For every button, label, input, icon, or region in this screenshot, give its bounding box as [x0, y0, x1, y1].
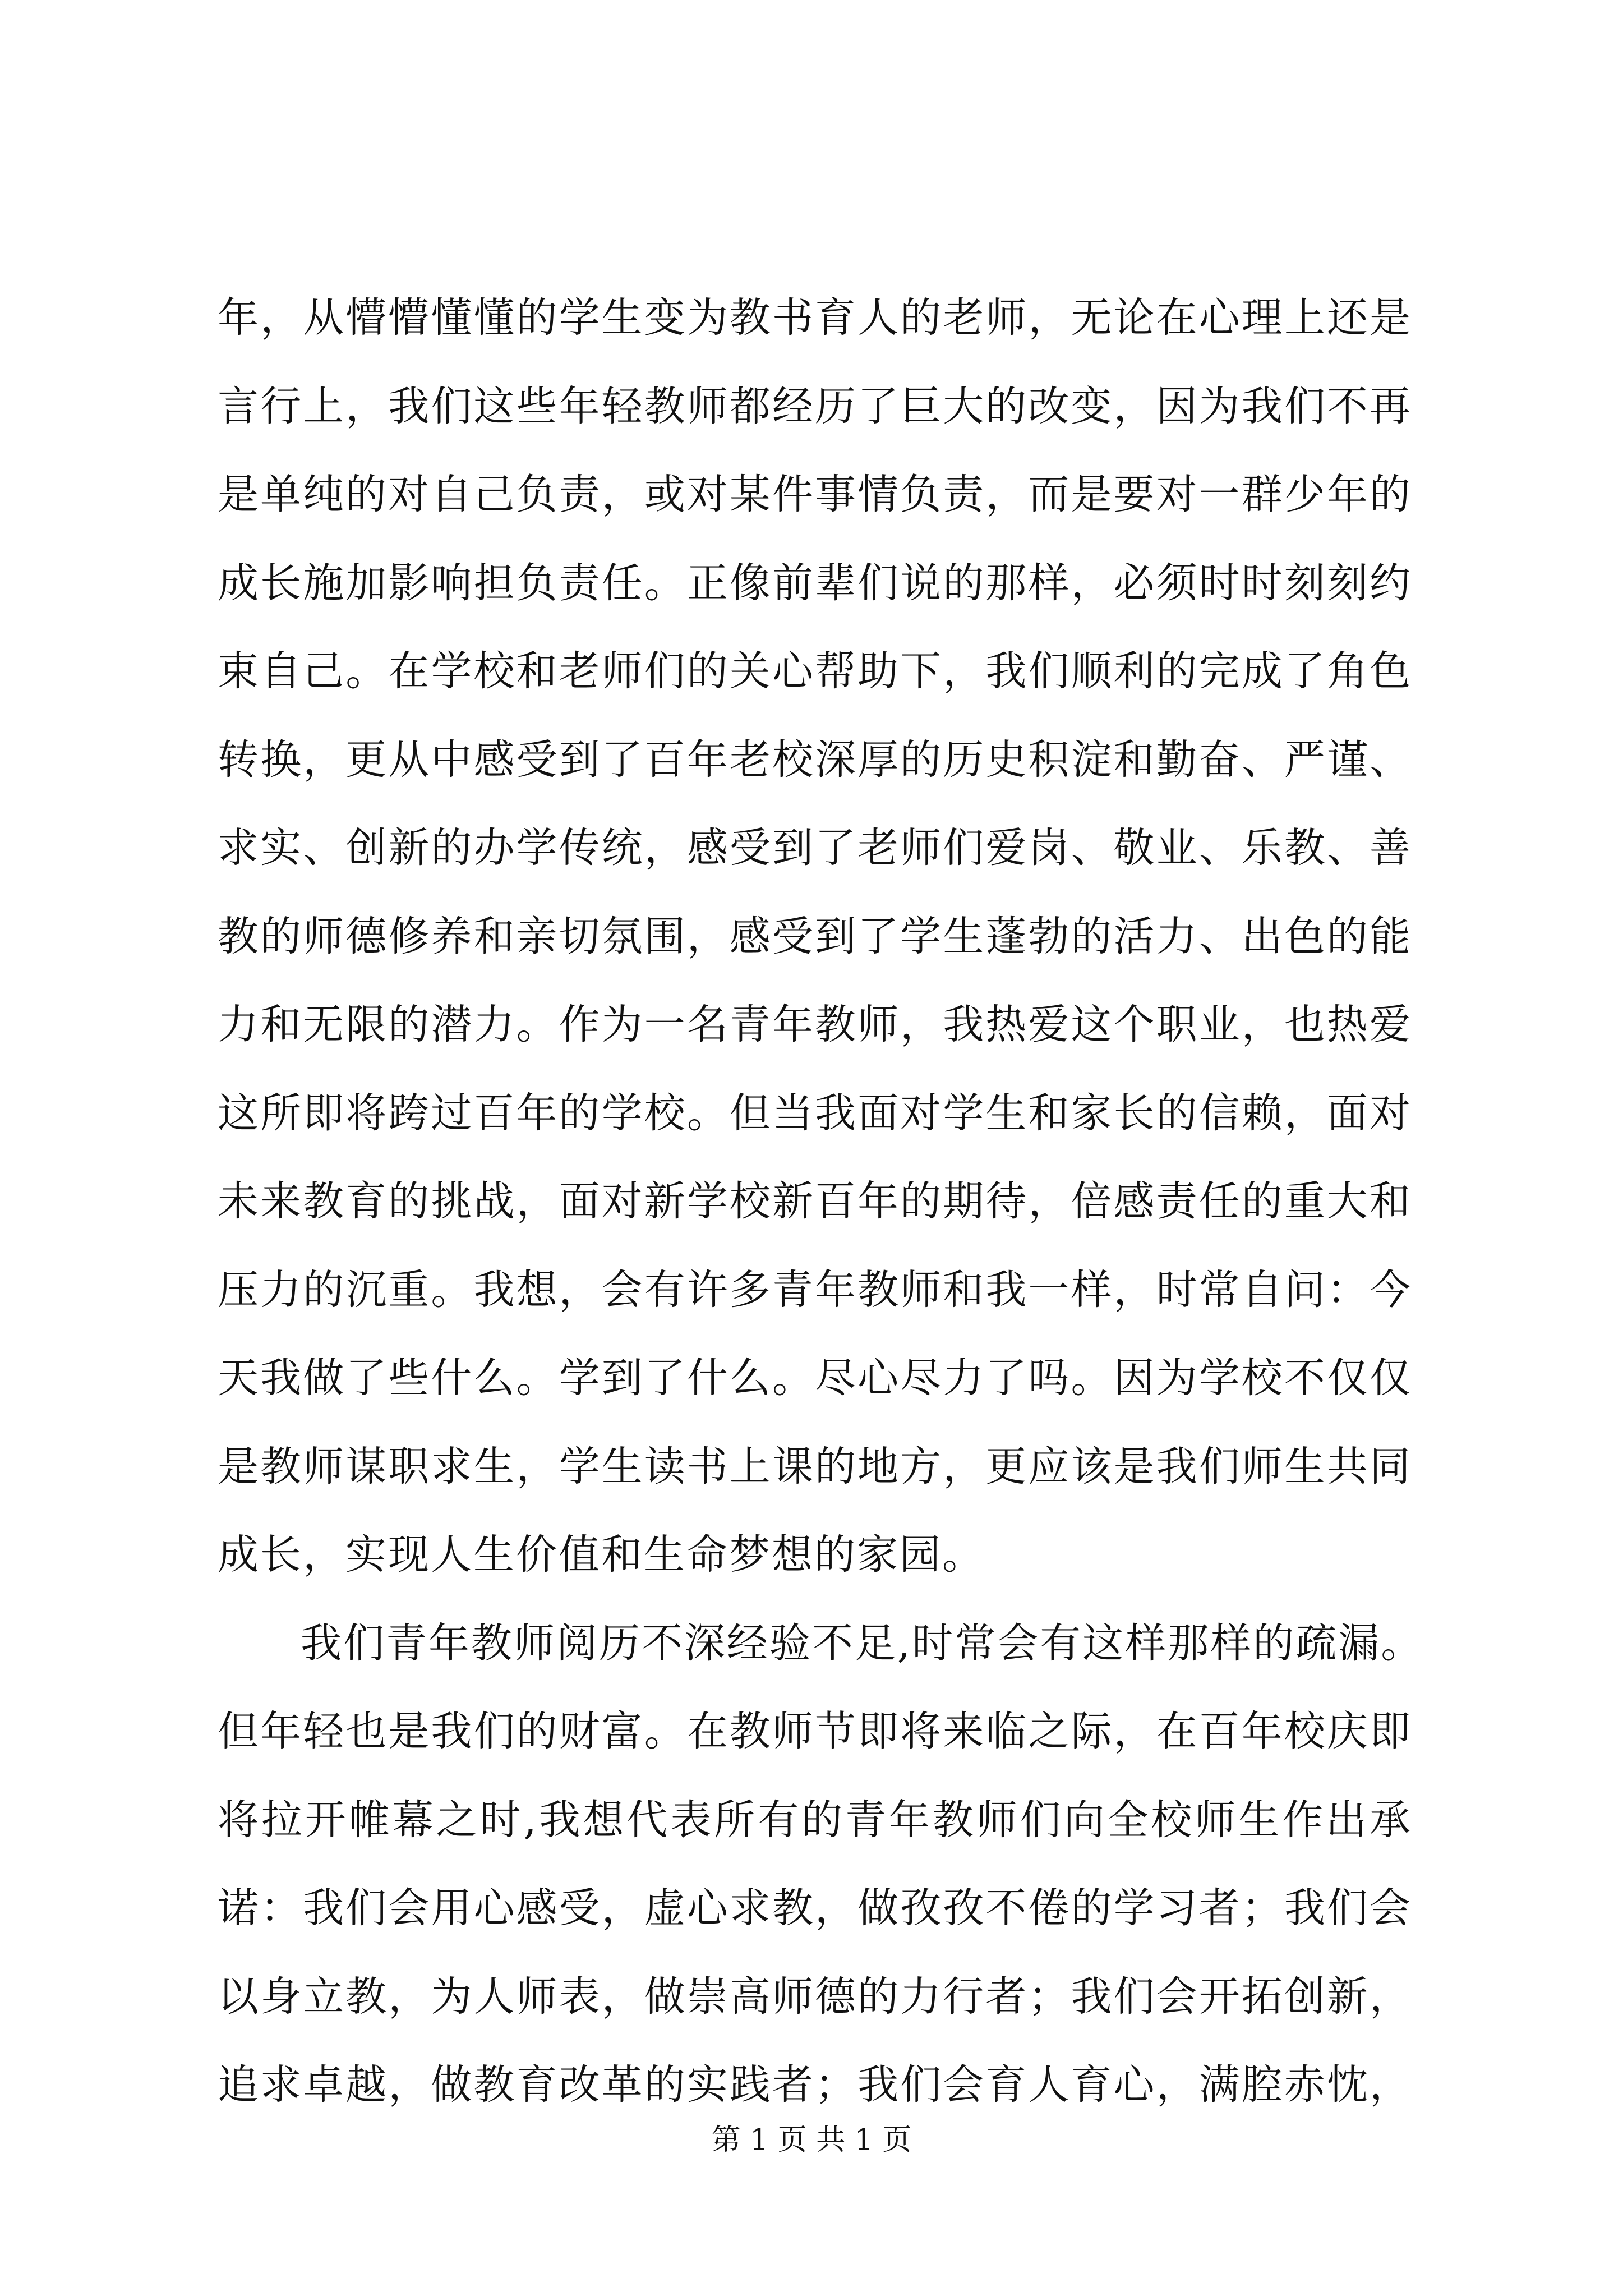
text-line: 束自己。在学校和老师们的关心帮助下，我们顺利的完成了角色 [218, 647, 1412, 695]
text-line: 以身立教，为人师表，做崇高师德的力行者；我们会开拓创新， [218, 1972, 1412, 2021]
text-line: 是教师谋职求生，学生读书上课的地方，更应该是我们师生共同 [218, 1442, 1412, 1490]
body-text [218, 274, 1424, 2129]
text-line: 是单纯的对自己负责，或对某件事情负责，而是要对一群少年的 [218, 471, 1412, 518]
text-line: 压力的沉重。我想，会有许多青年教师和我一样，时常自问：今 [218, 1266, 1412, 1314]
page-number-footer: 第 1 页 共 1 页 [711, 2123, 912, 2157]
text-line: 天我做了些什么。学到了什么。尽心尽力了吗。因为学校不仅仅 [218, 1354, 1412, 1402]
text-line: 求实、创新的办学传统，感受到了老师们爱岗、敬业、乐教、善 [218, 824, 1412, 872]
text-line: 教的师德修养和亲切氛围，感受到了学生蓬勃的活力、出色的能 [218, 912, 1412, 960]
text-line: 成长施加影响担负责任。正像前辈们说的那样，必须时时刻刻约 [218, 559, 1412, 607]
text-line: 力和无限的潜力。作为一名青年教师，我热爱这个职业，也热爱 [218, 1001, 1412, 1048]
text-line: 诺：我们会用心感受，虚心求教，做孜孜不倦的学习者；我们会 [218, 1884, 1412, 1932]
text-line-paragraph-end: 成长，实现人生价值和生命梦想的家园。 [218, 1531, 985, 1579]
text-line: 将拉开帷幕之时,我想代表所有的青年教师们向全校师生作出承 [218, 1796, 1412, 1844]
text-line: 年，从懵懵懂懂的学生变为教书育人的老师，无论在心理上还是 [218, 294, 1412, 342]
text-line: 但年轻也是我们的财富。在教师节即将来临之际，在百年校庆即 [218, 1708, 1412, 1755]
text-line: 这所即将跨过百年的学校。但当我面对学生和家长的信赖，面对 [218, 1089, 1412, 1137]
text-line: 未来教育的挑战，面对新学校新百年的期待，倍感责任的重大和 [218, 1177, 1412, 1225]
text-line: 言行上，我们这些年轻教师都经历了巨大的改变，因为我们不再 [218, 382, 1412, 430]
text-line: 追求卓越，做教育改革的实践者；我们会育人育心，满腔赤忱， [218, 2061, 1412, 2109]
text-line: 转换，更从中感受到了百年老校深厚的历史积淀和勤奋、严谨、 [218, 735, 1412, 784]
text-line-paragraph-start: 我们青年教师阅历不深经验不足,时常会有这样那样的疏漏。 [301, 1619, 1424, 1667]
